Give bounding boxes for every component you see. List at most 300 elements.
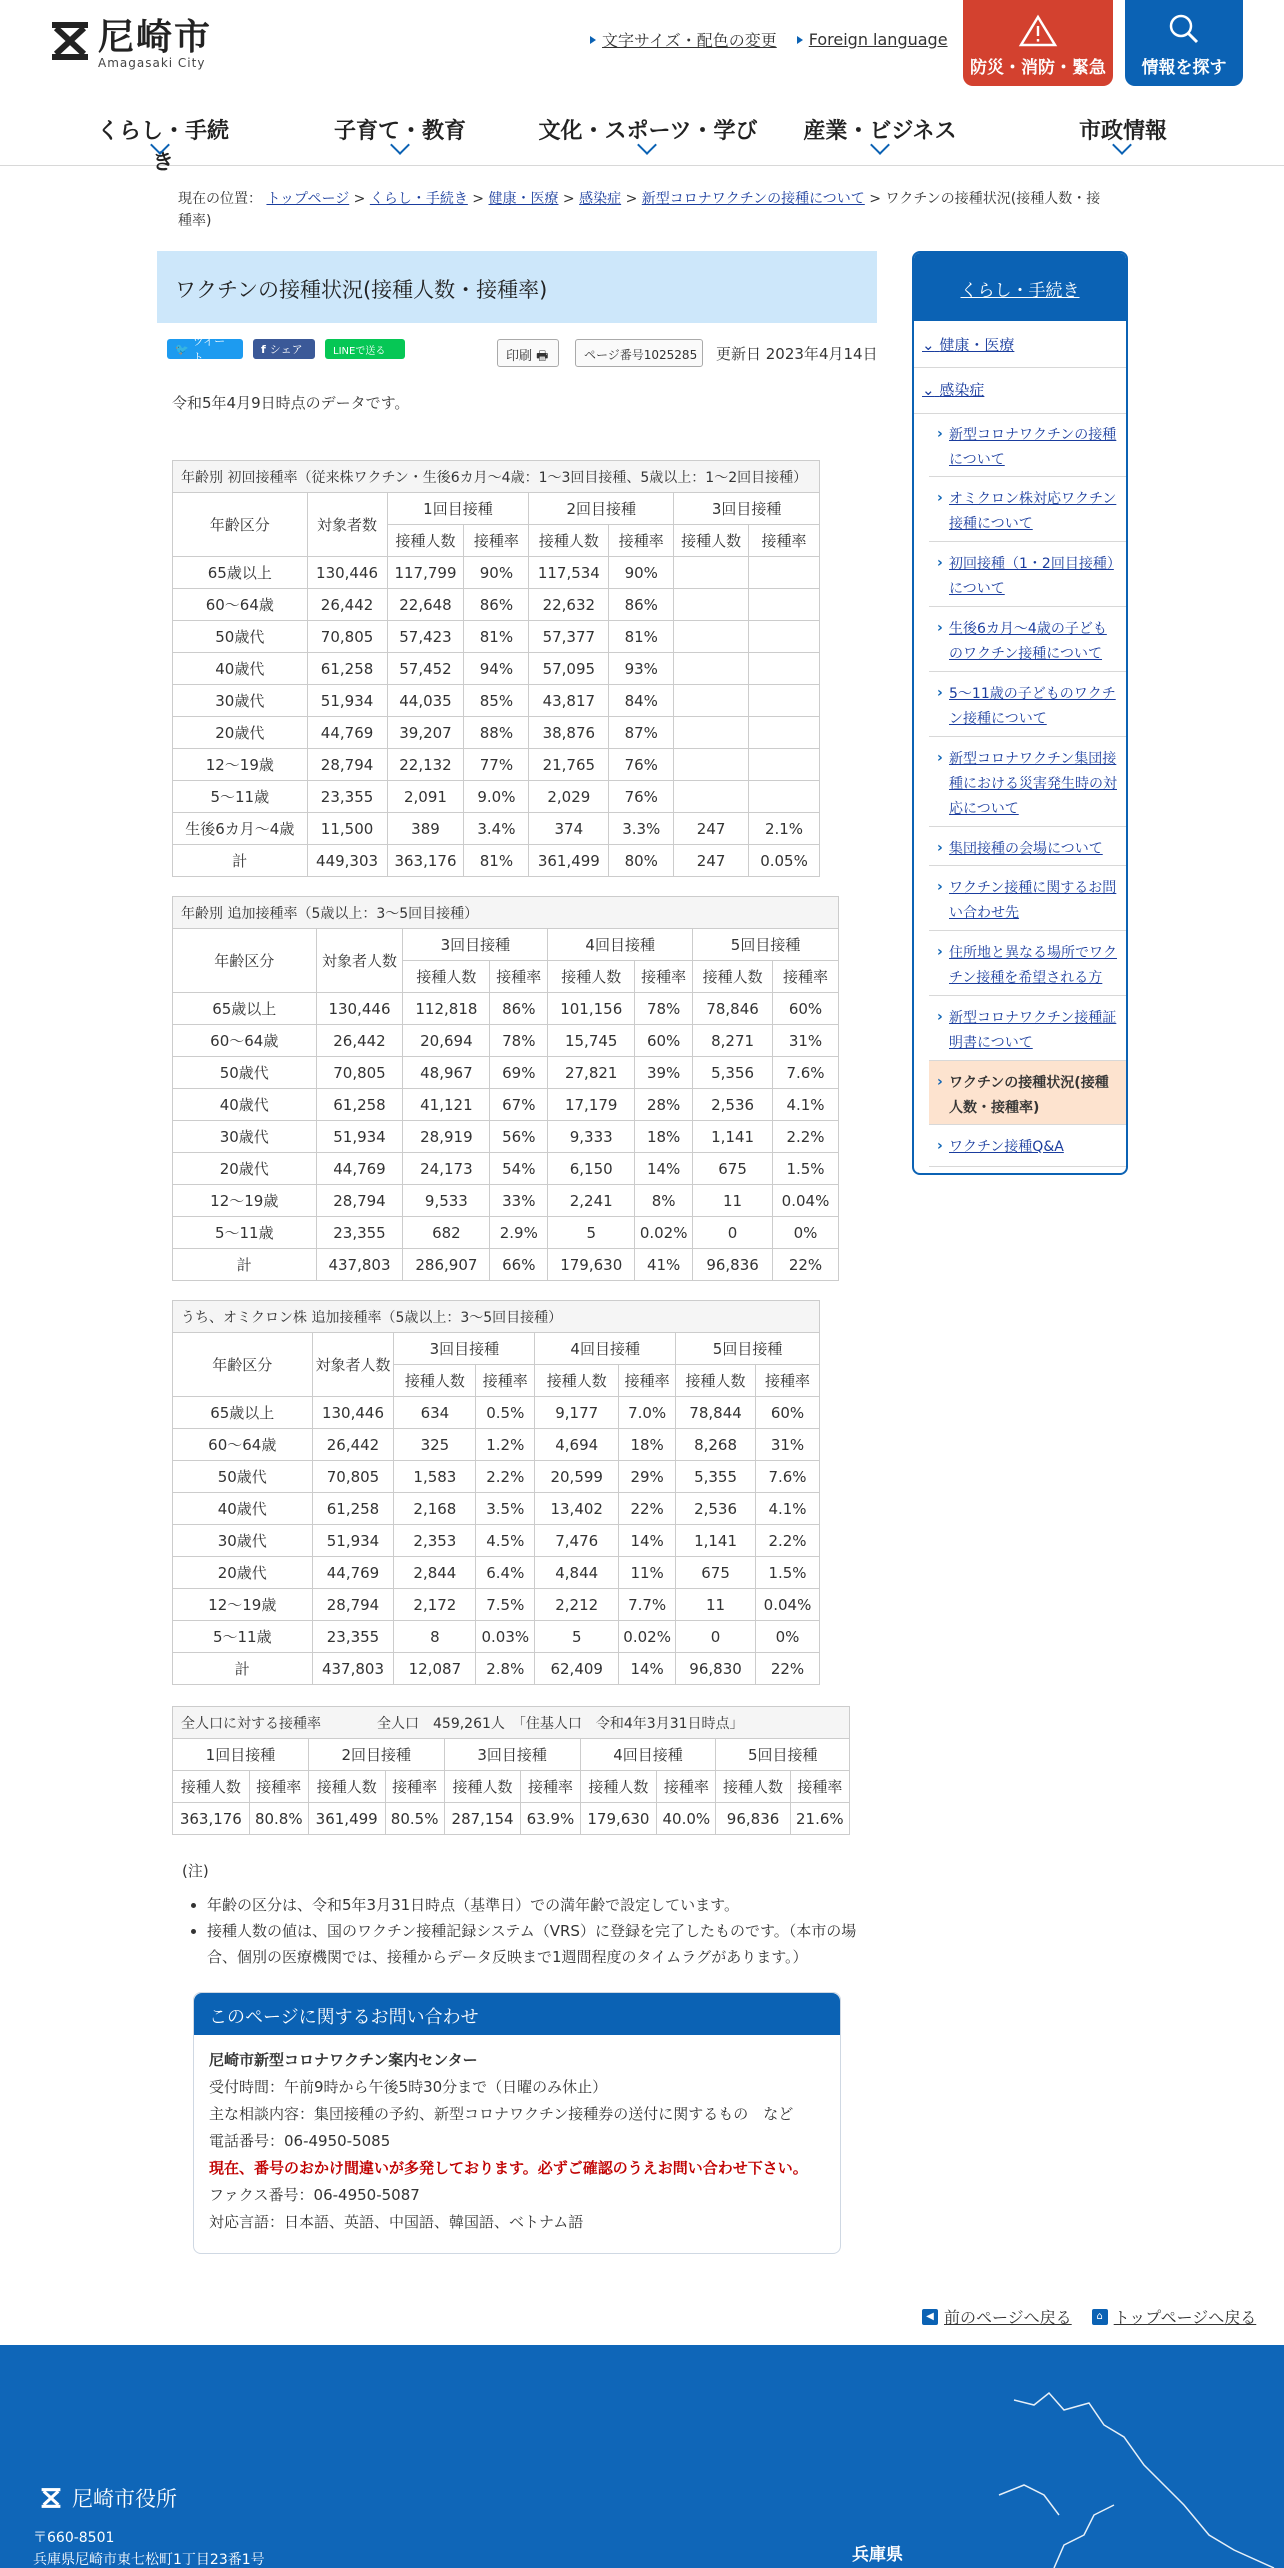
value-cell: 51,934 [316, 1121, 403, 1153]
breadcrumb: 現在の位置： トップページ > くらし・手続き > 健康・医療 > 感染症 > 新型コロナワクチンの接種について > ワクチンの接種状況(接種人数・接種率) [178, 191, 1101, 229]
value-cell: 66% [490, 1249, 548, 1281]
value-cell: 54% [490, 1153, 548, 1185]
omicron-booster-table [172, 1300, 820, 1685]
age-group-cell: 12～19歳 [173, 1185, 317, 1217]
header-people: 接種人数 [535, 1365, 619, 1397]
value-cell: 1.2% [476, 1429, 535, 1461]
header-age: 年齢区分 [173, 493, 308, 557]
table-row [173, 1429, 820, 1461]
breadcrumb-current: ワクチンの接種状況(接種人数・接種率) [178, 191, 1101, 229]
value-cell: 41,121 [403, 1089, 490, 1121]
value-cell: 14% [619, 1653, 676, 1685]
data-date-note: 令和5年4月9日時点のデータです。 [172, 394, 410, 412]
header-rate: 接種率 [249, 1771, 308, 1803]
gnav-item-culture[interactable]: 文化・スポーツ・学び [538, 119, 758, 144]
value-cell: 2,029 [529, 781, 609, 813]
back-links [922, 2305, 1256, 2328]
top-page-link[interactable]: トップページへ戻る [1113, 2308, 1257, 2327]
value-cell: 21,765 [529, 749, 609, 781]
value-cell: 67% [490, 1089, 548, 1121]
sidebar-subitem[interactable] [929, 542, 1127, 607]
sidebar-subitem[interactable] [929, 996, 1127, 1061]
header-dose: 5回目接種 [693, 929, 839, 961]
value-cell [674, 653, 749, 685]
sidebar-subitem-label: 住所地と異なる場所でワクチン接種を希望される方 [949, 945, 1117, 986]
header-people: 接種人数 [308, 1771, 385, 1803]
value-cell: 0% [756, 1621, 820, 1653]
header-people: 接種人数 [529, 525, 609, 557]
value-cell [674, 557, 749, 589]
foreign-language-link[interactable]: Foreign language [808, 30, 948, 49]
value-cell: 2,091 [387, 781, 464, 813]
table-row [173, 1025, 839, 1057]
value-cell: 44,769 [316, 1153, 403, 1185]
value-cell: 2,212 [535, 1589, 619, 1621]
value-cell: 22% [773, 1249, 839, 1281]
booster-vaccination-table [172, 896, 839, 1281]
value-cell: 80% [609, 845, 674, 877]
value-cell: 70,805 [316, 1057, 403, 1089]
footer-address: 兵庫県尼崎市東七松町1丁目23番1号 [33, 2552, 265, 2568]
emergency-label: 防災・消防・緊急 [970, 58, 1106, 78]
table-row [173, 1557, 820, 1589]
value-cell: 2,241 [548, 1185, 635, 1217]
note-item: • 接種人数の値は、国のワクチン接種記録システム（VRS）に登録を完了したものです。（本市の場合、個別の医療機関では、接種からデータ反映まで1週間程度のタイムラグがあります。） [207, 1918, 862, 1970]
value-cell: 48,967 [403, 1057, 490, 1089]
age-group-cell: 60～64歳 [173, 1429, 313, 1461]
value-cell: 361,499 [308, 1803, 385, 1835]
value-cell: 78% [490, 1025, 548, 1057]
value-cell: 9,333 [548, 1121, 635, 1153]
header-dose: 3回目接種 [674, 493, 820, 525]
sidebar-subitem-label: 新型コロナワクチン接種証明書について [949, 1010, 1117, 1051]
header-rate: 接種率 [476, 1365, 535, 1397]
age-group-cell: 12～19歳 [173, 1589, 313, 1621]
value-cell: 60% [635, 1025, 693, 1057]
footer-prefecture-label: 兵庫県 [852, 2545, 903, 2565]
value-cell: 1,141 [676, 1525, 756, 1557]
breadcrumb-top[interactable]: トップページ [266, 191, 350, 207]
value-cell: 18% [635, 1121, 693, 1153]
value-cell: 0.04% [773, 1185, 839, 1217]
value-cell: 28% [635, 1089, 693, 1121]
value-cell: 26,442 [312, 1429, 394, 1461]
value-cell: 70,805 [307, 621, 387, 653]
value-cell: 23,355 [312, 1621, 394, 1653]
sidebar-subitem[interactable] [929, 737, 1127, 827]
header-dose: 3回目接種 [394, 1333, 535, 1365]
age-group-cell: 65歳以上 [173, 557, 308, 589]
breadcrumb-living[interactable]: くらし・手続き [369, 191, 468, 207]
value-cell: 90% [609, 557, 674, 589]
value-cell: 33% [490, 1185, 548, 1217]
value-cell: 87% [609, 717, 674, 749]
age-group-cell: 60～64歳 [173, 589, 308, 621]
age-group-cell: 20歳代 [173, 1557, 313, 1589]
gnav-item-childcare[interactable]: 子育て・教育 [333, 119, 466, 144]
contact-org: 尼崎市新型コロナワクチン案内センター [209, 2051, 478, 2069]
header-people: 接種人数 [674, 525, 749, 557]
value-cell [749, 749, 820, 781]
header-target: 対象者数 [307, 493, 387, 557]
share-bar [167, 335, 405, 364]
header-rate: 接種率 [490, 961, 548, 993]
header-dose: 4回目接種 [580, 1739, 716, 1771]
age-group-cell: 65歳以上 [173, 993, 317, 1025]
header-people: 接種人数 [403, 961, 490, 993]
value-cell: 22,132 [387, 749, 464, 781]
value-cell: 5,356 [693, 1057, 773, 1089]
value-cell: 39,207 [387, 717, 464, 749]
emergency-button[interactable] [963, 0, 1113, 86]
value-cell: 4.1% [756, 1493, 820, 1525]
header-people: 接種人数 [676, 1365, 756, 1397]
printer-icon: 🖶 [536, 349, 549, 364]
header-rate: 接種率 [657, 1771, 716, 1803]
contact-box [193, 1992, 841, 2254]
table-row [173, 1249, 839, 1281]
value-cell: 682 [403, 1217, 490, 1249]
header-rate: 接種率 [609, 525, 674, 557]
print-button[interactable] [497, 339, 559, 367]
table-row [173, 845, 820, 877]
arrow-left-icon: ◀ [922, 2309, 938, 2325]
value-cell: 44,035 [387, 685, 464, 717]
header-dose: 2回目接種 [308, 1739, 444, 1771]
value-cell: 2,536 [693, 1089, 773, 1121]
header-age: 年齢区分 [173, 929, 317, 993]
sidebar-subitem-label: 集団接種の会場について [949, 841, 1103, 857]
value-cell: 28,794 [316, 1185, 403, 1217]
header-rate: 接種率 [521, 1771, 580, 1803]
value-cell: 437,803 [316, 1249, 403, 1281]
value-cell: 77% [464, 749, 529, 781]
value-cell: 0 [676, 1621, 756, 1653]
chevron-right-icon: › [937, 1009, 943, 1025]
value-cell [674, 589, 749, 621]
value-cell: 1,141 [693, 1121, 773, 1153]
value-cell: 63.9% [521, 1803, 580, 1835]
table-caption: 全人口に対する接種率 全人口 459,261人 「住基人口 令和4年3月31日時点」 [173, 1707, 850, 1739]
footer-zip: 〒660-8501 [33, 2530, 115, 2546]
home-icon: ⌂ [1092, 2309, 1108, 2325]
sidebar-subitem[interactable] [929, 827, 1127, 866]
sidebar-subitem[interactable] [929, 866, 1127, 931]
age-group-cell: 65歳以上 [173, 1397, 313, 1429]
header-dose: 2回目接種 [529, 493, 674, 525]
table-row [173, 1589, 820, 1621]
value-cell: 22% [619, 1493, 676, 1525]
value-cell: 61,258 [312, 1493, 394, 1525]
table-row [173, 685, 820, 717]
value-cell: 40.0% [657, 1803, 716, 1835]
value-cell: 85% [464, 685, 529, 717]
value-cell: 0 [693, 1217, 773, 1249]
value-cell: 1.5% [773, 1153, 839, 1185]
value-cell: 86% [490, 993, 548, 1025]
facebook-share-button[interactable] [253, 339, 315, 359]
sidebar [912, 251, 1128, 1175]
age-group-cell: 計 [173, 845, 308, 877]
city-emblem-icon [50, 18, 90, 64]
chevron-down-icon: ⌄ [922, 336, 935, 354]
value-cell: 9.0% [464, 781, 529, 813]
header-rate: 接種率 [635, 961, 693, 993]
table-row [173, 1185, 839, 1217]
value-cell: 26,442 [316, 1025, 403, 1057]
contact-languages: 対応言語：日本語、英語、中国語、韓国語、ベトナム語 [209, 2213, 584, 2231]
sidebar-subitem-label: ワクチン接種Q&A [949, 1139, 1064, 1155]
table-row [173, 813, 820, 845]
table-caption: 年齢別 追加接種率（5歳以上：3～5回目接種） [173, 897, 839, 929]
value-cell: 31% [756, 1429, 820, 1461]
age-group-cell: 40歳代 [173, 1493, 313, 1525]
value-cell: 2.2% [773, 1121, 839, 1153]
search-icon [1167, 12, 1201, 46]
sidebar-subitem[interactable] [929, 607, 1127, 672]
breadcrumb-vaccine[interactable]: 新型コロナワクチンの接種について [641, 191, 865, 207]
value-cell: 0.04% [756, 1589, 820, 1621]
sidebar-subitem-label: ワクチンの接種状況(接種人数・接種率) [949, 1075, 1109, 1116]
table-row [173, 781, 820, 813]
value-cell: 449,303 [307, 845, 387, 877]
chevron-right-icon: › [937, 685, 943, 701]
facebook-share-label: シェア [269, 343, 303, 356]
age-group-cell: 12～19歳 [173, 749, 308, 781]
value-cell: 78,844 [676, 1397, 756, 1429]
value-cell: 7.6% [773, 1057, 839, 1089]
chevron-right-icon: › [937, 1074, 943, 1090]
age-group-cell: 50歳代 [173, 621, 308, 653]
value-cell [749, 685, 820, 717]
sidebar-category-health[interactable] [922, 333, 1128, 358]
value-cell: 51,934 [307, 685, 387, 717]
value-cell: 76% [609, 781, 674, 813]
value-cell: 90% [464, 557, 529, 589]
value-cell: 80.8% [249, 1803, 308, 1835]
site-logo[interactable] [50, 18, 212, 70]
value-cell: 12,087 [394, 1653, 476, 1685]
header-dose: 1回目接種 [387, 493, 529, 525]
sidebar-subitem[interactable] [929, 413, 1127, 477]
table-row [173, 653, 820, 685]
chevron-right-icon: › [937, 620, 943, 636]
value-cell: 11% [619, 1557, 676, 1589]
table-row [173, 1153, 839, 1185]
value-cell [674, 717, 749, 749]
value-cell: 2.2% [476, 1461, 535, 1493]
value-cell: 4.5% [476, 1525, 535, 1557]
table-row [173, 993, 839, 1025]
table-row [173, 1089, 839, 1121]
logo-subtext: Amagasaki City [98, 56, 206, 70]
value-cell: 4,694 [535, 1429, 619, 1461]
sidebar-subitem[interactable] [929, 931, 1127, 996]
value-cell: 117,799 [387, 557, 464, 589]
table-row [173, 1121, 839, 1153]
value-cell: 675 [693, 1153, 773, 1185]
value-cell: 363,176 [173, 1803, 250, 1835]
tweet-button[interactable] [167, 335, 243, 364]
age-group-cell: 5～11歳 [173, 1621, 313, 1653]
sidebar-subitem[interactable] [929, 1125, 1127, 1167]
value-cell: 13,402 [535, 1493, 619, 1525]
breadcrumb-infection[interactable]: 感染症 [579, 191, 622, 207]
value-cell: 11 [693, 1185, 773, 1217]
header-dose: 3回目接種 [403, 929, 548, 961]
value-cell: 2.1% [749, 813, 820, 845]
value-cell [674, 685, 749, 717]
value-cell: 1,583 [394, 1461, 476, 1493]
chevron-right-icon: › [937, 840, 943, 856]
value-cell: 39% [635, 1057, 693, 1089]
search-info-button[interactable] [1125, 0, 1243, 86]
contact-heading: このページに関するお問い合わせ [194, 1993, 840, 2035]
header-rate: 接種率 [619, 1365, 676, 1397]
value-cell: 31% [773, 1025, 839, 1057]
value-cell [749, 589, 820, 621]
gnav-item-cityinfo[interactable]: 市政情報 [1078, 119, 1167, 144]
value-cell: 76% [609, 749, 674, 781]
value-cell: 325 [394, 1429, 476, 1461]
header-people: 接種人数 [716, 1771, 790, 1803]
sidebar-subitem[interactable] [929, 1061, 1127, 1125]
value-cell: 179,630 [548, 1249, 635, 1281]
age-group-cell: 60～64歳 [173, 1025, 317, 1057]
age-group-cell: 計 [173, 1249, 317, 1281]
value-cell: 96,836 [693, 1249, 773, 1281]
table-row [173, 1217, 839, 1249]
header-dose: 1回目接種 [173, 1739, 309, 1771]
sidebar-subitem-label: 初回接種（1・2回目接種）について [949, 556, 1114, 597]
total-population-rate-table [172, 1706, 850, 1835]
value-cell: 286,907 [403, 1249, 490, 1281]
value-cell: 80.5% [385, 1803, 444, 1835]
notes [182, 1858, 862, 1970]
age-group-cell: 40歳代 [173, 653, 308, 685]
twitter-icon: 🐦 [175, 342, 189, 356]
value-cell: 17,179 [548, 1089, 635, 1121]
prev-page-link[interactable]: 前のページへ戻る [944, 2308, 1072, 2327]
facebook-icon: f [261, 342, 266, 356]
value-cell: 28,919 [403, 1121, 490, 1153]
value-cell: 28,794 [307, 749, 387, 781]
value-cell: 117,534 [529, 557, 609, 589]
value-cell: 44,769 [312, 1557, 394, 1589]
header-rate: 接種率 [464, 525, 529, 557]
value-cell: 634 [394, 1397, 476, 1429]
tweet-label: ツイート [192, 335, 226, 364]
value-cell [674, 749, 749, 781]
value-cell: 287,154 [444, 1803, 521, 1835]
chevron-right-icon: › [937, 750, 943, 766]
age-group-cell: 30歳代 [173, 1525, 313, 1557]
value-cell: 88% [464, 717, 529, 749]
header-dose: 5回目接種 [716, 1739, 850, 1771]
value-cell: 70,805 [312, 1461, 394, 1493]
value-cell: 22,648 [387, 589, 464, 621]
sidebar-subitem[interactable] [929, 672, 1127, 737]
table-row [173, 749, 820, 781]
value-cell: 57,423 [387, 621, 464, 653]
page-title: ワクチンの接種状況(接種人数・接種率) [157, 251, 877, 323]
value-cell: 0.5% [476, 1397, 535, 1429]
header-dose: 3回目接種 [444, 1739, 580, 1771]
contact-hours: 受付時間：午前9時から午後5時30分まで（日曜のみ休止） [209, 2078, 608, 2096]
value-cell: 11 [676, 1589, 756, 1621]
value-cell: 7.5% [476, 1589, 535, 1621]
gnav-item-industry[interactable]: 産業・ビジネス [803, 119, 957, 144]
value-cell: 29% [619, 1461, 676, 1493]
value-cell: 23,355 [316, 1217, 403, 1249]
table-row [173, 1493, 820, 1525]
value-cell: 2,172 [394, 1589, 476, 1621]
header-rate: 接種率 [385, 1771, 444, 1803]
value-cell: 389 [387, 813, 464, 845]
initial-vaccination-table [172, 460, 820, 877]
value-cell [749, 557, 820, 589]
value-cell: 24,173 [403, 1153, 490, 1185]
value-cell: 14% [635, 1153, 693, 1185]
sidebar-category-infection[interactable] [922, 378, 1128, 403]
page-number: ページ番号1025285 [575, 339, 703, 367]
value-cell: 28,794 [312, 1589, 394, 1621]
warning-icon [1018, 14, 1058, 48]
value-cell: 9,533 [403, 1185, 490, 1217]
triangle-right-icon [590, 36, 596, 44]
sidebar-subitem[interactable] [929, 477, 1127, 542]
gnav-item-living[interactable]: くらし・手続き [96, 119, 229, 175]
city-map-outline-icon [994, 2345, 1284, 2568]
header-rate: 接種率 [790, 1771, 849, 1803]
table-row [173, 1461, 820, 1493]
chevron-right-icon: › [937, 1138, 943, 1154]
value-cell: 27,821 [548, 1057, 635, 1089]
value-cell: 11,500 [307, 813, 387, 845]
value-cell: 26,442 [307, 589, 387, 621]
value-cell: 5,355 [676, 1461, 756, 1493]
font-color-settings-link[interactable]: 文字サイズ・配色の変更 [602, 31, 777, 50]
value-cell: 69% [490, 1057, 548, 1089]
value-cell: 56% [490, 1121, 548, 1153]
value-cell: 5 [535, 1621, 619, 1653]
table-caption: うち、オミクロン株 追加接種率（5歳以上：3～5回目接種） [173, 1301, 820, 1333]
header-people: 接種人数 [548, 961, 635, 993]
value-cell: 7.0% [619, 1397, 676, 1429]
table-row [173, 557, 820, 589]
search-info-label: 情報を探す [1141, 58, 1227, 78]
value-cell: 0% [773, 1217, 839, 1249]
header-dose: 4回目接種 [548, 929, 693, 961]
site-header [0, 0, 1284, 95]
value-cell: 21.6% [790, 1803, 849, 1835]
chevron-down-icon: ⌄ [922, 381, 935, 399]
value-cell: 374 [529, 813, 609, 845]
value-cell: 8 [394, 1621, 476, 1653]
breadcrumb-health[interactable]: 健康・医療 [488, 191, 559, 207]
sidebar-heading[interactable]: くらし・手続き [914, 253, 1126, 321]
value-cell: 94% [464, 653, 529, 685]
contact-fax: ファクス番号：06-4950-5087 [209, 2186, 420, 2204]
line-share-button[interactable] [325, 339, 405, 359]
sidebar-subitem-label: ワクチン接種に関するお問い合わせ先 [949, 880, 1117, 921]
value-cell: 14% [619, 1525, 676, 1557]
value-cell: 57,095 [529, 653, 609, 685]
notes-heading: (注) [182, 1862, 209, 1880]
age-group-cell: 30歳代 [173, 1121, 317, 1153]
value-cell: 2.9% [490, 1217, 548, 1249]
value-cell: 61,258 [316, 1089, 403, 1121]
